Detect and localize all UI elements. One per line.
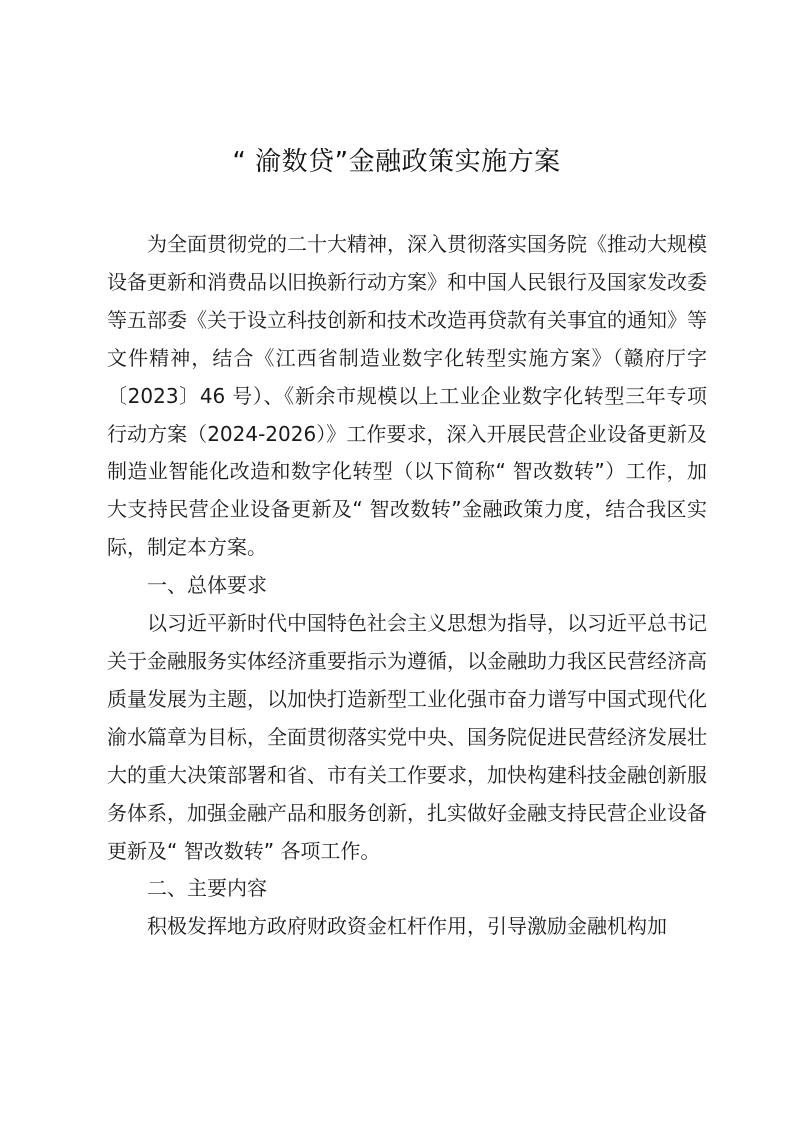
section-heading-general-requirements: 一、总体要求 (147, 573, 267, 598)
paragraph-main-content: 积极发挥地方政府财政资金杠杆作用，引导激励金融机构加 (147, 914, 667, 939)
section-heading-main-content: 二、主要内容 (147, 876, 267, 901)
paragraph-intro: 为全面贯彻党的二十大精神，深入贯彻落实国务院《推动大规模设备更新和消费品以旧换新行动方案》和中国人民银行及国家发改委等五部委《关于设立科技创新和技术改造再贷款有关事宜的通知》等文件精神，结合《江西省制造业数字化转型实施方案》（赣府厅字〔2023〕46 号）、《新余市规模以上工业企业数字化转型三年专项行动方案（2024-2026）》工作要求，深入开展民营企业设备更新及制造业智能化改造和数字化转型（以下简称“ 智改数转”）工作，加大支持民营企业设备更新及“ 智改数转”金融政策力度，结合我区实际，制定本方案。 (107, 232, 707, 560)
document-title: “ 渝数贷”金融政策实施方案 (232, 147, 561, 177)
paragraph-general-requirements: 以习近平新时代中国特色社会主义思想为指导，以习近平总书记关于金融服务实体经济重要指示为遵循，以金融助力我区民营经济高质量发展为主题，以加快打造新型工业化强市奋力谱写中国式现代化渝水篇章为目标，全面贯彻落实党中央、国务院促进民营经济发展壮大的重大决策部署和省、市有关工作要求，加快构建科技金融创新服务体系，加强金融产品和服务创新，扎实做好金融支持民营企业设备更新及“ 智改数转” 各项工作。 (107, 611, 707, 863)
document-body (107, 226, 707, 946)
